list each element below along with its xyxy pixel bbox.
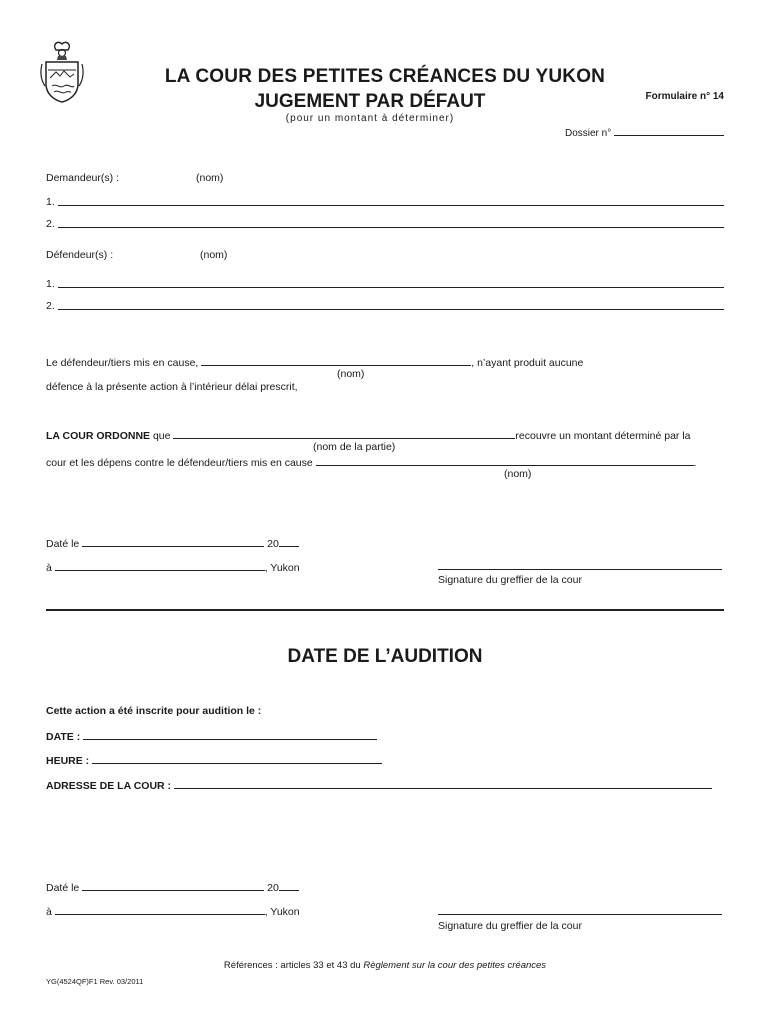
- dated-line-1: [46, 536, 299, 550]
- year-blank-1[interactable]: [279, 536, 299, 547]
- place-suffix-2: , Yukon: [264, 906, 300, 918]
- hearing-heading: DATE DE L’AUDITION: [287, 646, 483, 667]
- defendant-2-field[interactable]: [58, 300, 724, 310]
- defendants-name-hint: (nom): [200, 249, 228, 261]
- hearing-time-label: HEURE :: [46, 755, 90, 767]
- order-clause-que: que: [152, 430, 171, 442]
- year-blank-2[interactable]: [279, 880, 299, 891]
- place-prefix-2: à: [46, 906, 52, 918]
- references-line: [0, 960, 770, 971]
- third-party-hint: (nom): [504, 468, 532, 480]
- default-clause-suffix: , n’ayant produit aucune: [471, 357, 584, 369]
- dossier-blank[interactable]: [614, 126, 724, 136]
- court-address-label: ADRESSE DE LA COUR :: [46, 780, 172, 792]
- dossier-field[interactable]: [565, 126, 724, 139]
- year-prefix-1: 20: [267, 538, 279, 550]
- recovering-party-blank[interactable]: [173, 428, 515, 439]
- plaintiff-1-number: 1.: [46, 196, 55, 208]
- court-address-field[interactable]: [174, 778, 712, 789]
- date-blank-1[interactable]: [82, 536, 264, 547]
- place-blank-1[interactable]: [55, 560, 265, 571]
- third-party-blank[interactable]: [316, 455, 694, 466]
- defendant-1-field[interactable]: [58, 278, 724, 288]
- date-blank-2[interactable]: [82, 880, 264, 891]
- default-clause-line1: [46, 355, 583, 369]
- order-clause-line2-text: cour et les dépens contre le défendeur/tiers mis en cause: [46, 457, 313, 469]
- place-line-1: [46, 560, 300, 574]
- form-subtitle-judgment: JUGEMENT PAR DÉFAUT: [254, 91, 486, 112]
- hearing-date-label: DATE :: [46, 731, 81, 743]
- references-prefix: Références : articles 33 et 43 du: [223, 960, 361, 971]
- dated-label-2: Daté le: [46, 882, 80, 894]
- order-clause-line1: [46, 428, 691, 442]
- default-clause-prefix: Le défendeur/tiers mis en cause,: [46, 357, 199, 369]
- hearing-date-row: [46, 729, 377, 743]
- defendants-label: Défendeur(s) :: [46, 249, 114, 261]
- order-clause-suffix: recouvre un montant déterminé par la: [515, 430, 691, 442]
- form-code: YG(4524QF)F1 Rev. 03/2011: [46, 977, 144, 986]
- dated-label-1: Daté le: [46, 538, 80, 550]
- defaulting-party-hint: (nom): [337, 368, 365, 380]
- plaintiff-2-number: 2.: [46, 218, 55, 230]
- hearing-date-field[interactable]: [83, 729, 377, 740]
- clerk-signature-field-1[interactable]: [438, 560, 722, 570]
- plaintiff-2-field[interactable]: [58, 218, 724, 228]
- dated-line-2: [46, 880, 299, 894]
- dossier-label: Dossier n°: [564, 128, 612, 139]
- plaintiffs-name-hint: (nom): [196, 172, 224, 184]
- place-blank-2[interactable]: [55, 904, 265, 915]
- hearing-time-field[interactable]: [92, 753, 382, 764]
- default-clause-line2: défence à la présente action à l’intérieur délai prescrit,: [46, 381, 298, 393]
- court-address-row: [46, 778, 712, 792]
- order-clause-bold: LA COUR ORDONNE: [46, 430, 151, 442]
- plaintiff-1-field[interactable]: [58, 196, 724, 206]
- form-amount-note: (pour un montant à déterminer): [285, 113, 455, 124]
- form-number: Formulaire n° 14: [645, 91, 724, 102]
- defendant-2-number: 2.: [46, 300, 55, 312]
- plaintiffs-label: Demandeur(s) :: [46, 172, 119, 184]
- clerk-signature-label-2: Signature du greffier de la cour: [438, 920, 582, 932]
- defaulting-party-blank[interactable]: [201, 355, 471, 366]
- section-divider: [46, 609, 724, 611]
- form-title: LA COUR DES PETITES CRÉANCES DU YUKON: [164, 66, 606, 87]
- place-suffix-1: , Yukon: [264, 562, 300, 574]
- order-clause-line2: cour et les dépens contre le défendeur/tiers mis en cause .: [46, 457, 697, 469]
- place-prefix-1: à: [46, 562, 52, 574]
- hearing-time-row: [46, 753, 382, 767]
- hearing-intro: Cette action a été inscrite pour audition le :: [46, 705, 262, 717]
- year-prefix-2: 20: [267, 882, 279, 894]
- place-line-2: [46, 904, 300, 918]
- clerk-signature-field-2[interactable]: [438, 905, 722, 915]
- clerk-signature-label-1: Signature du greffier de la cour: [438, 574, 582, 586]
- references-regulation: Règlement sur la cour des petites créances: [363, 960, 547, 971]
- defendant-1-number: 1.: [46, 278, 55, 290]
- recovering-party-hint: (nom de la partie): [313, 441, 396, 453]
